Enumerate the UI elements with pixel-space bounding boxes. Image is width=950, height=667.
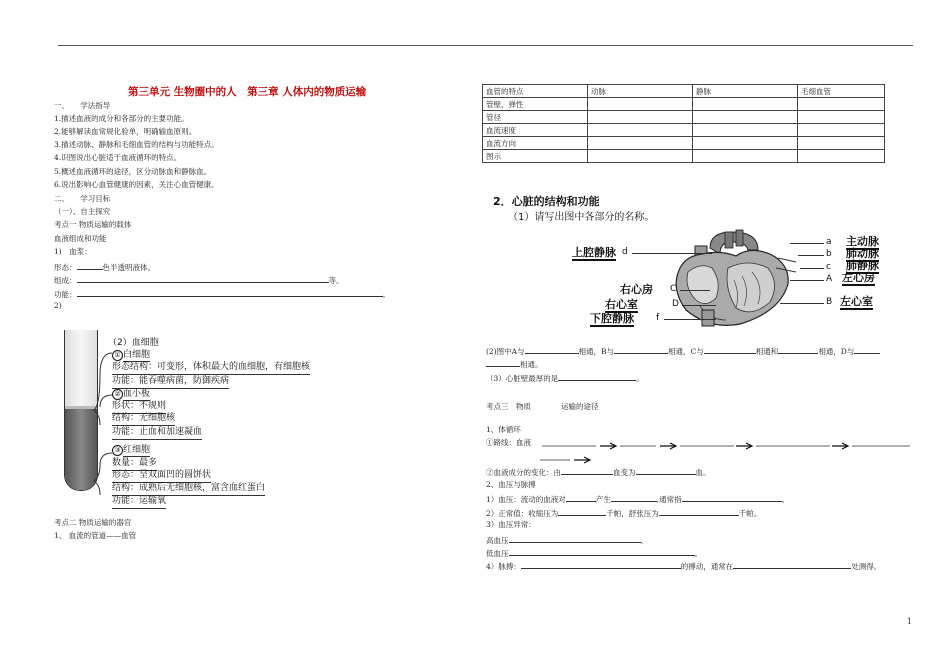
item-label: 2) bbox=[54, 301, 62, 310]
pointer-line bbox=[632, 253, 712, 254]
field-label: 功能： bbox=[54, 290, 77, 299]
question-text: (2)图中A与 bbox=[486, 347, 525, 356]
figure-heading: （2）血细胞 bbox=[108, 338, 159, 348]
topic-text: 1、 血流的管道——血管 bbox=[54, 531, 137, 540]
table-row bbox=[483, 98, 885, 111]
topic-text: 2、血压与脉搏 bbox=[486, 480, 536, 489]
table-cell[interactable] bbox=[798, 98, 885, 111]
label-right-atrium: 右心房 bbox=[620, 283, 653, 296]
question-text: 血变为 bbox=[613, 468, 636, 477]
pointer-line bbox=[790, 280, 824, 281]
answer-blank[interactable] bbox=[636, 466, 696, 475]
label-superior-vena-cava: 上腔静脉 bbox=[572, 246, 616, 259]
table-cell[interactable] bbox=[798, 137, 885, 150]
field-text: 色半透明液体。 bbox=[102, 263, 155, 272]
question-text: 千帕，舒张压为 bbox=[606, 509, 659, 518]
platelet-function: 功能：止血和加速凝血 bbox=[112, 427, 202, 440]
guide-item: 3.描述动脉、静脉和毛细血管的结构与功能特点。 bbox=[54, 140, 219, 149]
table-cell[interactable] bbox=[798, 150, 885, 163]
cell-name: 血小板 bbox=[123, 389, 151, 399]
question-text: 。 bbox=[636, 374, 644, 383]
answer-blank[interactable] bbox=[614, 345, 668, 354]
question-text: 相通，C与 bbox=[668, 347, 704, 356]
label-pulmonary-vein: 肺静脉 bbox=[846, 259, 879, 272]
guide-item: 6.说出影响心血管健康的因素，关注心血管健康。 bbox=[54, 180, 219, 189]
answer-blank[interactable] bbox=[486, 358, 520, 367]
answer-blank[interactable] bbox=[854, 345, 880, 354]
heart-section-heading: 2．心脏的结构和功能 bbox=[493, 195, 600, 208]
guide-item: 4.识图说出心脏适于血液循环的特点。 bbox=[54, 153, 182, 162]
table-cell[interactable] bbox=[588, 124, 693, 137]
question-text: ②血液成分的变化：由 bbox=[486, 468, 561, 477]
wbc-structure: 形态结构：可变形，体积最大的血细胞，有细胞核 bbox=[112, 362, 310, 375]
rbc-function: 功能：运输氧 bbox=[112, 496, 166, 509]
table-row bbox=[483, 150, 885, 163]
row-label: 血流速度 bbox=[483, 124, 588, 137]
field-label: 形态： bbox=[54, 263, 77, 272]
question-text: 相通。 bbox=[520, 360, 543, 369]
platelet-shape: 形状：不规则 bbox=[112, 401, 166, 414]
guide-item: 2.能够解读血常规化验单，明确输血原则。 bbox=[54, 127, 197, 136]
table-cell[interactable] bbox=[588, 150, 693, 163]
table-row bbox=[483, 137, 885, 150]
pointer-line bbox=[680, 290, 710, 291]
table-header-row bbox=[483, 85, 885, 98]
platelet-name bbox=[112, 389, 150, 400]
question-text: 千帕。 bbox=[738, 509, 762, 518]
row-label: 管壁、弹性 bbox=[483, 98, 588, 111]
table-header: 毛细血管 bbox=[798, 85, 885, 98]
label-pulmonary-artery: 肺动脉 bbox=[846, 247, 879, 260]
rbc-shape: 形态：呈双面凹的圆饼状 bbox=[112, 470, 211, 483]
letter-f: f bbox=[656, 313, 660, 323]
answer-blank[interactable] bbox=[611, 493, 657, 502]
circled-number: ① bbox=[112, 350, 123, 361]
topic-text: 血液组成和功能 bbox=[54, 234, 107, 243]
question-text: 1）血压：流动的血液对 bbox=[486, 495, 566, 504]
letter-A: A bbox=[826, 274, 833, 284]
answer-blank[interactable] bbox=[659, 507, 739, 516]
route-label: ①路线：血液 bbox=[486, 438, 531, 447]
pointer-line bbox=[790, 243, 824, 244]
platelet-structure: 结构：无细胞核 bbox=[112, 413, 175, 426]
hypertension-line bbox=[486, 534, 648, 546]
wbc-name bbox=[112, 350, 150, 361]
question-text: ,通常指 bbox=[656, 495, 682, 504]
topic-heading: 考点二 物质运输的器官 bbox=[54, 518, 132, 527]
table-header: 动脉 bbox=[588, 85, 693, 98]
question-text: 。 bbox=[640, 536, 648, 545]
table-cell[interactable] bbox=[588, 111, 693, 124]
subsection-heading: （一）、自主探究 bbox=[54, 207, 111, 216]
vessel-comparison-table bbox=[482, 84, 885, 163]
question-text: 。 bbox=[694, 549, 702, 558]
label-left-atrium: 左心房 bbox=[842, 271, 875, 284]
hypotension-line bbox=[486, 547, 702, 559]
question-text: 产生 bbox=[595, 495, 611, 504]
table-cell[interactable] bbox=[588, 137, 693, 150]
pointer-line bbox=[798, 255, 824, 256]
answer-blank[interactable] bbox=[778, 345, 818, 354]
answer-blank[interactable] bbox=[77, 274, 329, 283]
row-label: 管径 bbox=[483, 111, 588, 124]
answer-blank[interactable] bbox=[558, 507, 606, 516]
label-right-ventricle: 右心室 bbox=[605, 298, 638, 311]
field-label: 组成： bbox=[54, 276, 77, 285]
table-cell[interactable] bbox=[798, 124, 885, 137]
letter-D: D bbox=[672, 299, 679, 309]
answer-blank[interactable] bbox=[525, 345, 579, 354]
section-heading: 二、 学习目标 bbox=[54, 194, 111, 203]
guide-item: 5.概述血液循环的途径，区分动脉血和静脉血。 bbox=[54, 167, 212, 176]
heart-section-instruction: （1）请写出图中各部分的名称。 bbox=[508, 212, 655, 223]
table-header: 血管的特点 bbox=[483, 85, 588, 98]
question-2-continued bbox=[486, 358, 543, 370]
answer-blank[interactable] bbox=[566, 493, 596, 502]
header-rule bbox=[58, 45, 913, 46]
letter-b: b bbox=[826, 249, 832, 259]
letter-C: C bbox=[670, 284, 677, 294]
topic-text: 3）血压异常： bbox=[486, 520, 536, 529]
pointer-line bbox=[800, 268, 824, 269]
cell-name: 白细胞 bbox=[123, 350, 151, 360]
answer-blank[interactable] bbox=[509, 534, 641, 543]
question-2 bbox=[486, 345, 880, 357]
guide-item: 1.描述血液的成分和各部分的主要功能。 bbox=[54, 114, 189, 123]
plasma-function-line bbox=[54, 288, 390, 300]
plasma-composition-line bbox=[54, 274, 344, 286]
question-text: 相通和 bbox=[755, 347, 779, 356]
circled-number: ③ bbox=[112, 445, 123, 456]
answer-blank[interactable] bbox=[77, 288, 383, 297]
row-label: 血流方向 bbox=[483, 137, 588, 150]
answer-blank[interactable] bbox=[682, 493, 782, 502]
rbc-count: 数量：最多 bbox=[112, 458, 157, 471]
item-label: 1) 血浆： bbox=[54, 247, 92, 256]
answer-blank[interactable] bbox=[733, 560, 851, 569]
question-text: 4）脉搏： bbox=[486, 562, 521, 571]
topic-text: 1、体循环 bbox=[486, 425, 521, 434]
question-3 bbox=[486, 372, 644, 384]
pointer-line bbox=[682, 305, 716, 306]
question-text: 处测得。 bbox=[851, 562, 882, 571]
answer-blank[interactable] bbox=[509, 547, 695, 556]
question-text: （3）心脏壁最厚的是 bbox=[486, 374, 559, 383]
table-row bbox=[483, 111, 885, 124]
rbc-structure: 结构：成熟后无细胞核，富含血红蛋白 bbox=[112, 483, 265, 496]
pointer-line bbox=[664, 319, 716, 320]
circulation-route-arrows bbox=[540, 440, 920, 464]
field-text: 。 bbox=[382, 290, 390, 299]
label-left-ventricle: 左心室 bbox=[840, 295, 873, 308]
page-title: 第三单元 生物圈中的人 第三章 人体内的物质运输 bbox=[128, 86, 367, 98]
table-cell[interactable] bbox=[693, 111, 798, 124]
rbc-name bbox=[112, 445, 150, 456]
topic-heading: 考点一 物质运输的载体 bbox=[54, 220, 132, 229]
cell-name: 红细胞 bbox=[123, 445, 151, 455]
circled-number: ② bbox=[112, 389, 123, 400]
label-aorta: 主动脉 bbox=[846, 235, 879, 248]
topic-heading: 考点三 物质 运输的途径 bbox=[486, 402, 599, 411]
pointer-line bbox=[780, 303, 824, 304]
answer-blank[interactable] bbox=[561, 466, 613, 475]
table-cell[interactable] bbox=[798, 111, 885, 124]
question-text: 高血压 bbox=[486, 536, 509, 545]
answer-blank[interactable] bbox=[558, 372, 636, 381]
question-text: 相通，D与 bbox=[818, 347, 855, 356]
label-inferior-vena-cava: 下腔静脉 bbox=[590, 312, 634, 325]
table-header: 静脉 bbox=[693, 85, 798, 98]
table-cell[interactable] bbox=[693, 124, 798, 137]
question-text: 血。 bbox=[695, 468, 711, 477]
table-cell[interactable] bbox=[693, 137, 798, 150]
section-heading: 一、 学法指导 bbox=[54, 101, 111, 110]
page-number: 1 bbox=[906, 617, 912, 626]
answer-blank[interactable] bbox=[704, 345, 756, 354]
row-label: 图示 bbox=[483, 150, 588, 163]
route-line bbox=[486, 438, 531, 448]
question-text: 的搏动，通常在 bbox=[680, 562, 734, 571]
pulse-line bbox=[486, 560, 881, 572]
question-text: 相通，B与 bbox=[578, 347, 615, 356]
question-text: 2）正常值：收缩压为 bbox=[486, 509, 559, 518]
composition-change-line bbox=[486, 466, 711, 478]
bp-definition-line bbox=[486, 493, 789, 505]
letter-a: a bbox=[826, 237, 832, 247]
letter-B: B bbox=[826, 297, 833, 307]
table-cell[interactable] bbox=[588, 98, 693, 111]
table-row bbox=[483, 124, 885, 137]
table-cell[interactable] bbox=[693, 98, 798, 111]
question-text: 。 bbox=[781, 495, 790, 504]
table-cell[interactable] bbox=[693, 150, 798, 163]
answer-blank[interactable] bbox=[521, 560, 681, 569]
wbc-function: 功能：能吞噬病菌，防御疾病 bbox=[112, 376, 229, 389]
question-text: 低血压 bbox=[486, 549, 509, 558]
field-text: 等。 bbox=[328, 276, 344, 285]
bp-normal-line bbox=[486, 507, 761, 519]
answer-blank[interactable] bbox=[77, 261, 103, 270]
letter-d: d bbox=[622, 247, 628, 257]
letter-c: c bbox=[826, 262, 831, 272]
plasma-form-line bbox=[54, 261, 155, 273]
